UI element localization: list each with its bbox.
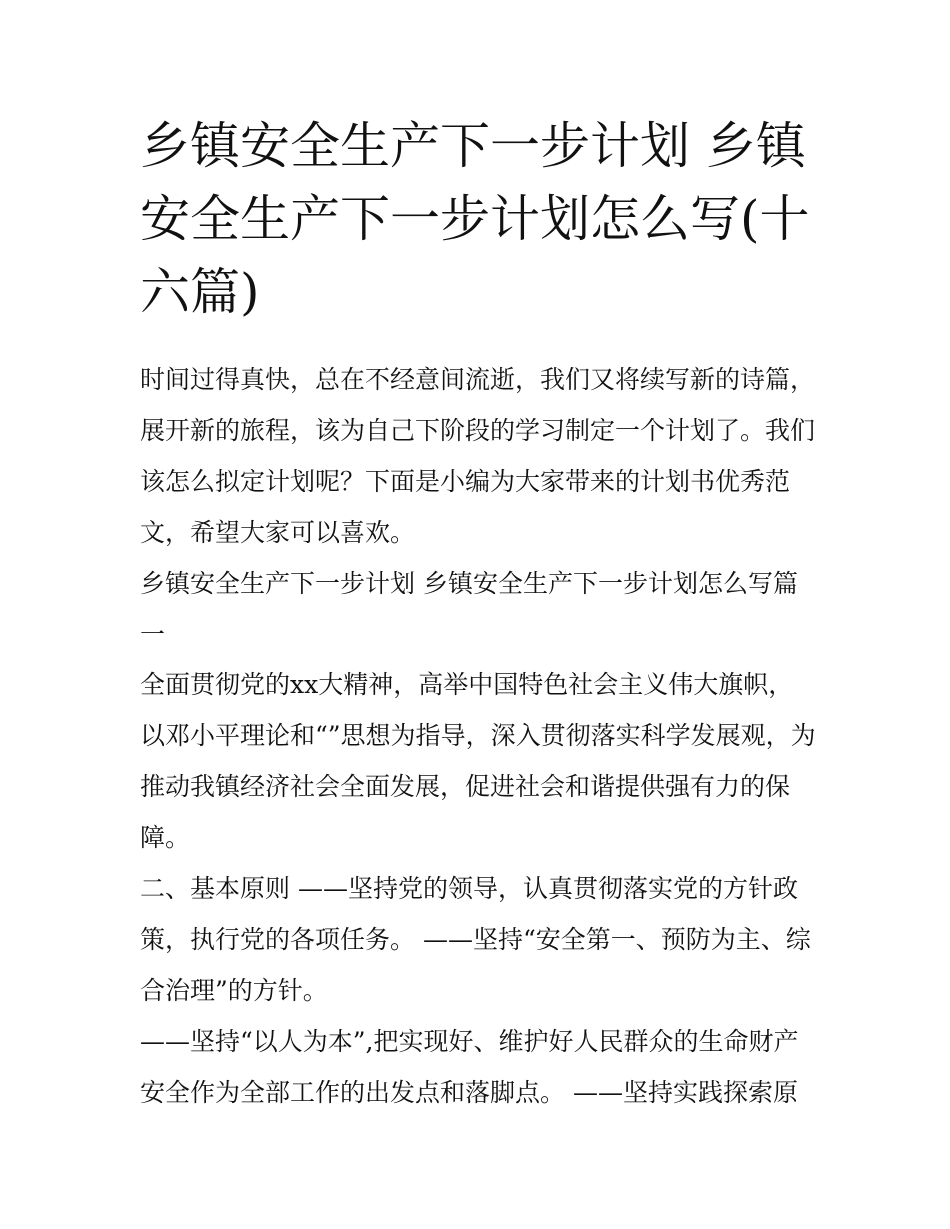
body-paragraph-2	[140, 863, 830, 1016]
text-line: 展开新的旅程，该为自己下阶段的学习制定一个计划了。我们	[140, 416, 816, 445]
text-line: ——坚持“以人为本”,把实现好、维护好人民群众的生命财产	[140, 1027, 799, 1056]
intro-paragraph	[140, 354, 830, 558]
body-paragraph-1	[140, 659, 830, 863]
text-line: 全面贯彻党的xx大精神，高举中国特色社会主义伟大旗帜，	[140, 670, 794, 699]
text-line: 该怎么拟定计划呢？下面是小编为大家带来的计划书优秀范	[140, 467, 791, 496]
text-line: 安全作为全部工作的出发点和落脚点。 ——坚持实践探索原	[140, 1078, 798, 1107]
text-line: 策，执行党的各项任务。 ——坚持“安全第一、预防为主、综	[140, 925, 811, 954]
body-paragraph-3	[140, 1016, 830, 1118]
text-line: 一	[140, 620, 166, 649]
text-line: 时间过得真快，总在不经意间流逝，我们又将续写新的诗篇，	[140, 365, 816, 394]
title-line: 六篇)	[140, 263, 260, 321]
section-heading	[140, 558, 830, 660]
text-line: 以邓小平理论和“”思想为指导，深入贯彻落实科学发展观，为	[140, 721, 816, 750]
title-line: 乡镇安全生产下一步计划 乡镇	[140, 117, 806, 175]
text-line: 推动我镇经济社会全面发展，促进社会和谐提供强有力的保	[140, 772, 791, 801]
text-line: 合治理”的方针。	[140, 976, 328, 1005]
text-line: 二、基本原则 ——坚持党的领导，认真贯彻落实党的方针政	[140, 874, 798, 903]
document-title	[140, 110, 820, 329]
text-line: 乡镇安全生产下一步计划 乡镇安全生产下一步计划怎么写篇	[140, 569, 798, 598]
title-line: 安全生产下一步计划怎么写(十	[140, 190, 810, 248]
text-line: 障。	[140, 823, 191, 852]
text-line: 文，希望大家可以喜欢。	[140, 518, 416, 547]
